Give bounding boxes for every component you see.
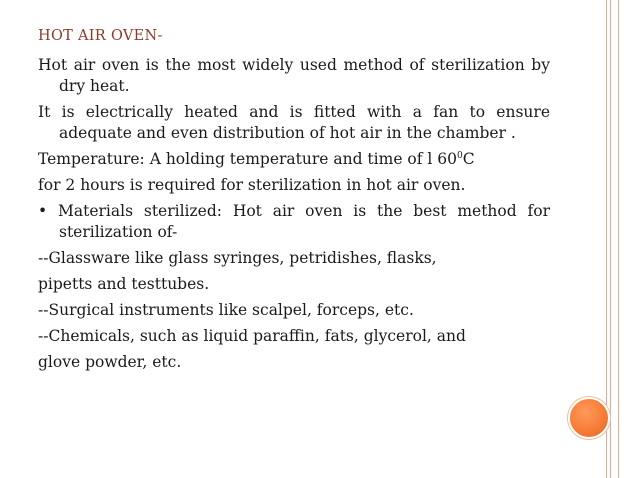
decorative-frame-outer-line [618,0,619,478]
list-item-chemicals: --Chemicals, such as liquid paraffin, fats, glycerol, and [38,327,466,345]
paragraph-heating: It is electrically heated and is fitted with a fan to ensure adequate and even distribution of hot air in the chamber . [38,103,550,142]
temperature-text: Temperature: A holding temperature and time of l 60 [38,150,458,168]
orange-circle-decoration [568,397,610,439]
paragraph-temperature [38,149,550,170]
paragraph-definition: Hot air oven is the most widely used method of sterilization by dry heat. [38,56,550,95]
list-item-chemicals-cont: glove powder, etc. [38,353,182,371]
temperature-degree-superscript: 0 [457,150,463,161]
materials-text: Materials sterilized: Hot air oven is the best method for sterilization of- [58,202,550,241]
slide-title: HOT AIR OVEN- [38,28,163,44]
list-item-glassware: --Glassware like glass syringes, petridishes, flasks, [38,249,437,267]
paragraph-materials [38,201,550,243]
bullet-icon: • [38,202,48,220]
list-item-glassware-cont: pipetts and testtubes. [38,275,210,293]
temperature-unit: C [462,150,475,168]
paragraph-duration: for 2 hours is required for sterilization in hot air oven. [38,176,466,194]
list-item-surgical: --Surgical instruments like scalpel, forceps, etc. [38,301,414,319]
slide-body [38,55,550,378]
